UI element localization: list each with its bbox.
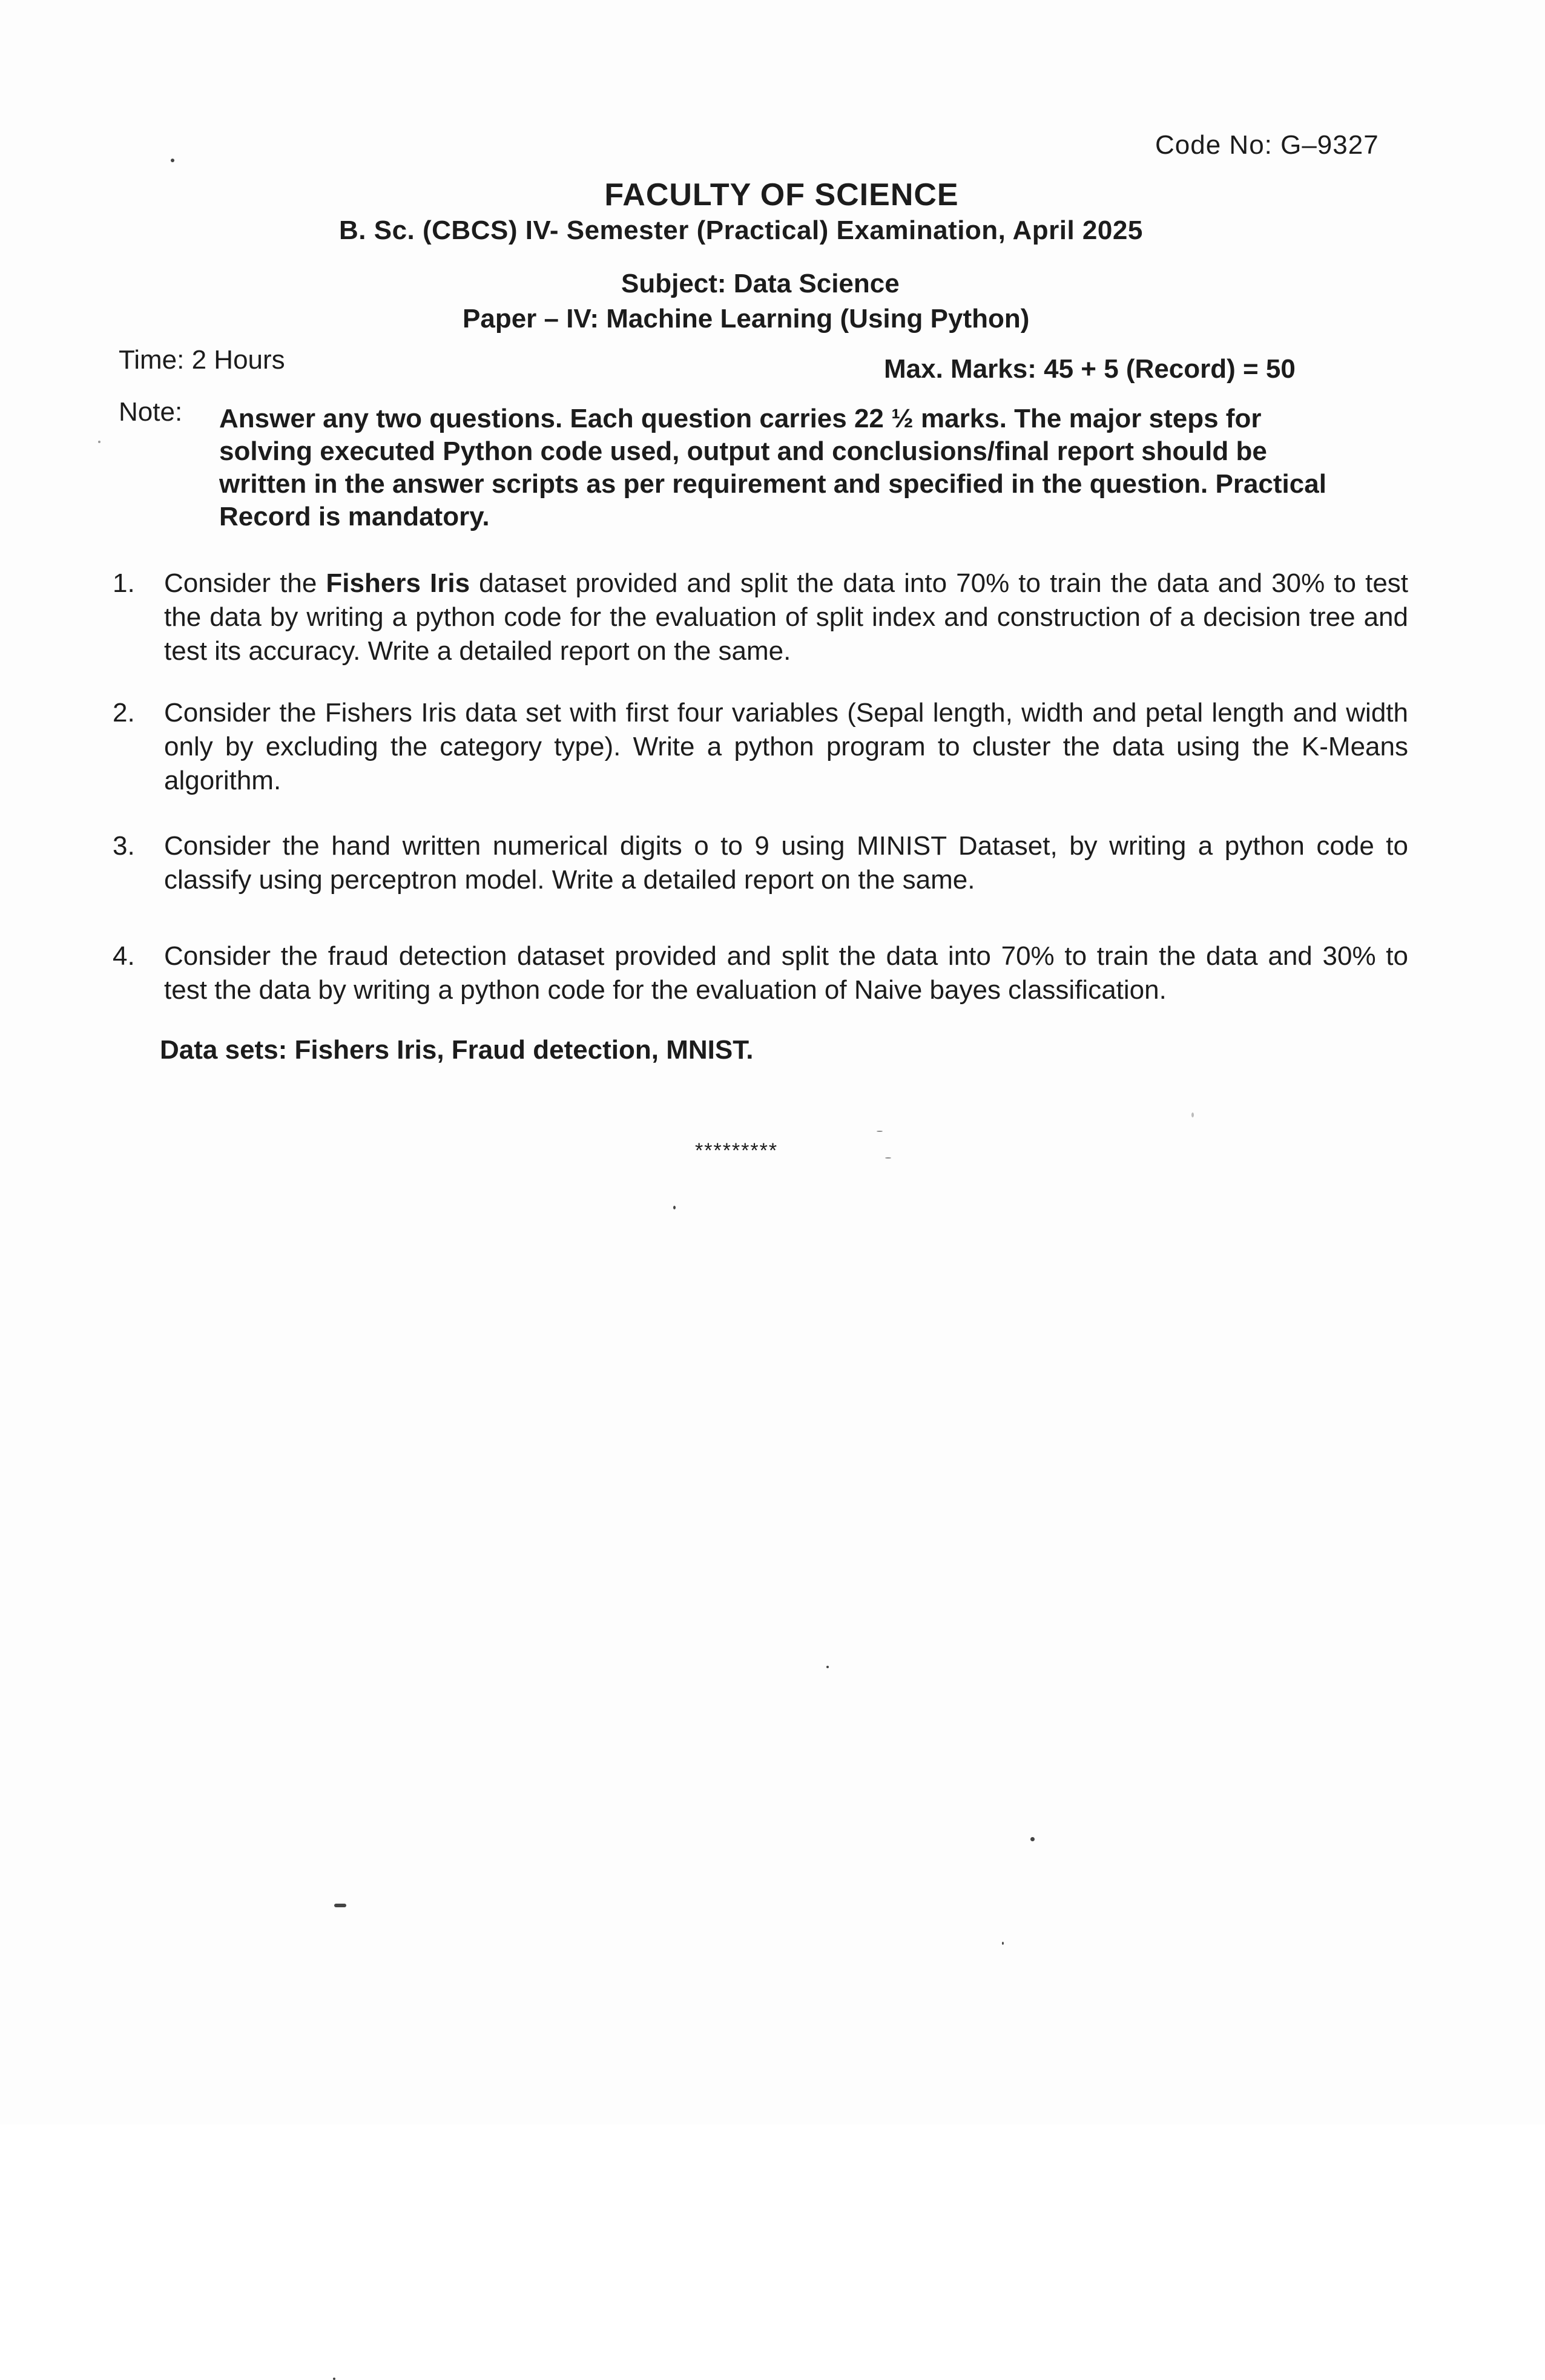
scan-speck	[1030, 1837, 1035, 1841]
question-1	[113, 567, 1408, 668]
scan-speck	[885, 1157, 891, 1159]
datasets-line: Data sets: Fishers Iris, Fraud detection, MNIST.	[160, 1035, 754, 1065]
scan-speck	[334, 1904, 346, 1907]
question-text: Consider the Fishers Iris data set with first four variables (Sepal length, width and petal length and width only by excluding the category type). Write a python program to cluster the data using the K-Means algorithm.	[164, 698, 1408, 795]
faculty-title: FACULTY OF SCIENCE	[604, 177, 959, 212]
max-marks: Max. Marks: 45 + 5 (Record) = 50	[884, 354, 1296, 384]
scan-speck	[333, 2378, 335, 2380]
question-2	[113, 696, 1408, 798]
question-number: 1.	[113, 568, 135, 598]
scan-speck	[673, 1206, 676, 1209]
time-allowed: Time: 2 Hours	[119, 345, 285, 375]
question-3	[113, 829, 1408, 897]
question-number: 3.	[113, 831, 135, 861]
exam-title: B. Sc. (CBCS) IV- Semester (Practical) Examination, April 2025	[339, 215, 1143, 245]
question-text-part: dataset provided and split the data into 70% to train the data and 30% to test the data by writing a python code for the evaluation of split index and construction of a decision tree and test its accuracy. Write a detailed report on the same.	[164, 568, 1409, 666]
question-dataset-emphasis: Fishers Iris	[326, 568, 470, 598]
scan-speck	[171, 159, 174, 162]
note-label: Note:	[119, 397, 183, 427]
scan-speck	[826, 1666, 829, 1668]
paper-line: Paper – IV: Machine Learning (Using Python)	[463, 304, 1030, 334]
scan-speck	[1002, 1942, 1004, 1945]
end-of-paper-mark: *********	[695, 1139, 779, 1162]
question-text: Consider the hand written numerical digits o to 9 using MINIST Dataset, by writing a python code to classify using perceptron model. Write a detailed report on the same.	[164, 831, 1408, 895]
scan-speck	[98, 441, 100, 443]
scan-speck	[1191, 1113, 1194, 1117]
question-text	[164, 567, 1408, 668]
code-number: Code No: G–9327	[1155, 130, 1379, 160]
question-number: 4.	[113, 941, 135, 971]
subject-line: Subject: Data Science	[621, 269, 900, 298]
question-4	[113, 939, 1408, 1007]
question-text-part: Consider the	[164, 568, 326, 598]
scan-speck	[877, 1131, 883, 1132]
question-text: Consider the fraud detection dataset provided and split the data into 70% to train the data and 30% to test the data by writing a python code for the evaluation of Naive bayes classification.	[164, 941, 1408, 1005]
note-text: Answer any two questions. Each question carries 22 ½ marks. The major steps for solving executed Python code used, output and conclusions/final report should be written in the answer scripts as per requirement and specified in the question. Practical Record is mandatory.	[219, 404, 1326, 531]
question-number: 2.	[113, 698, 135, 728]
